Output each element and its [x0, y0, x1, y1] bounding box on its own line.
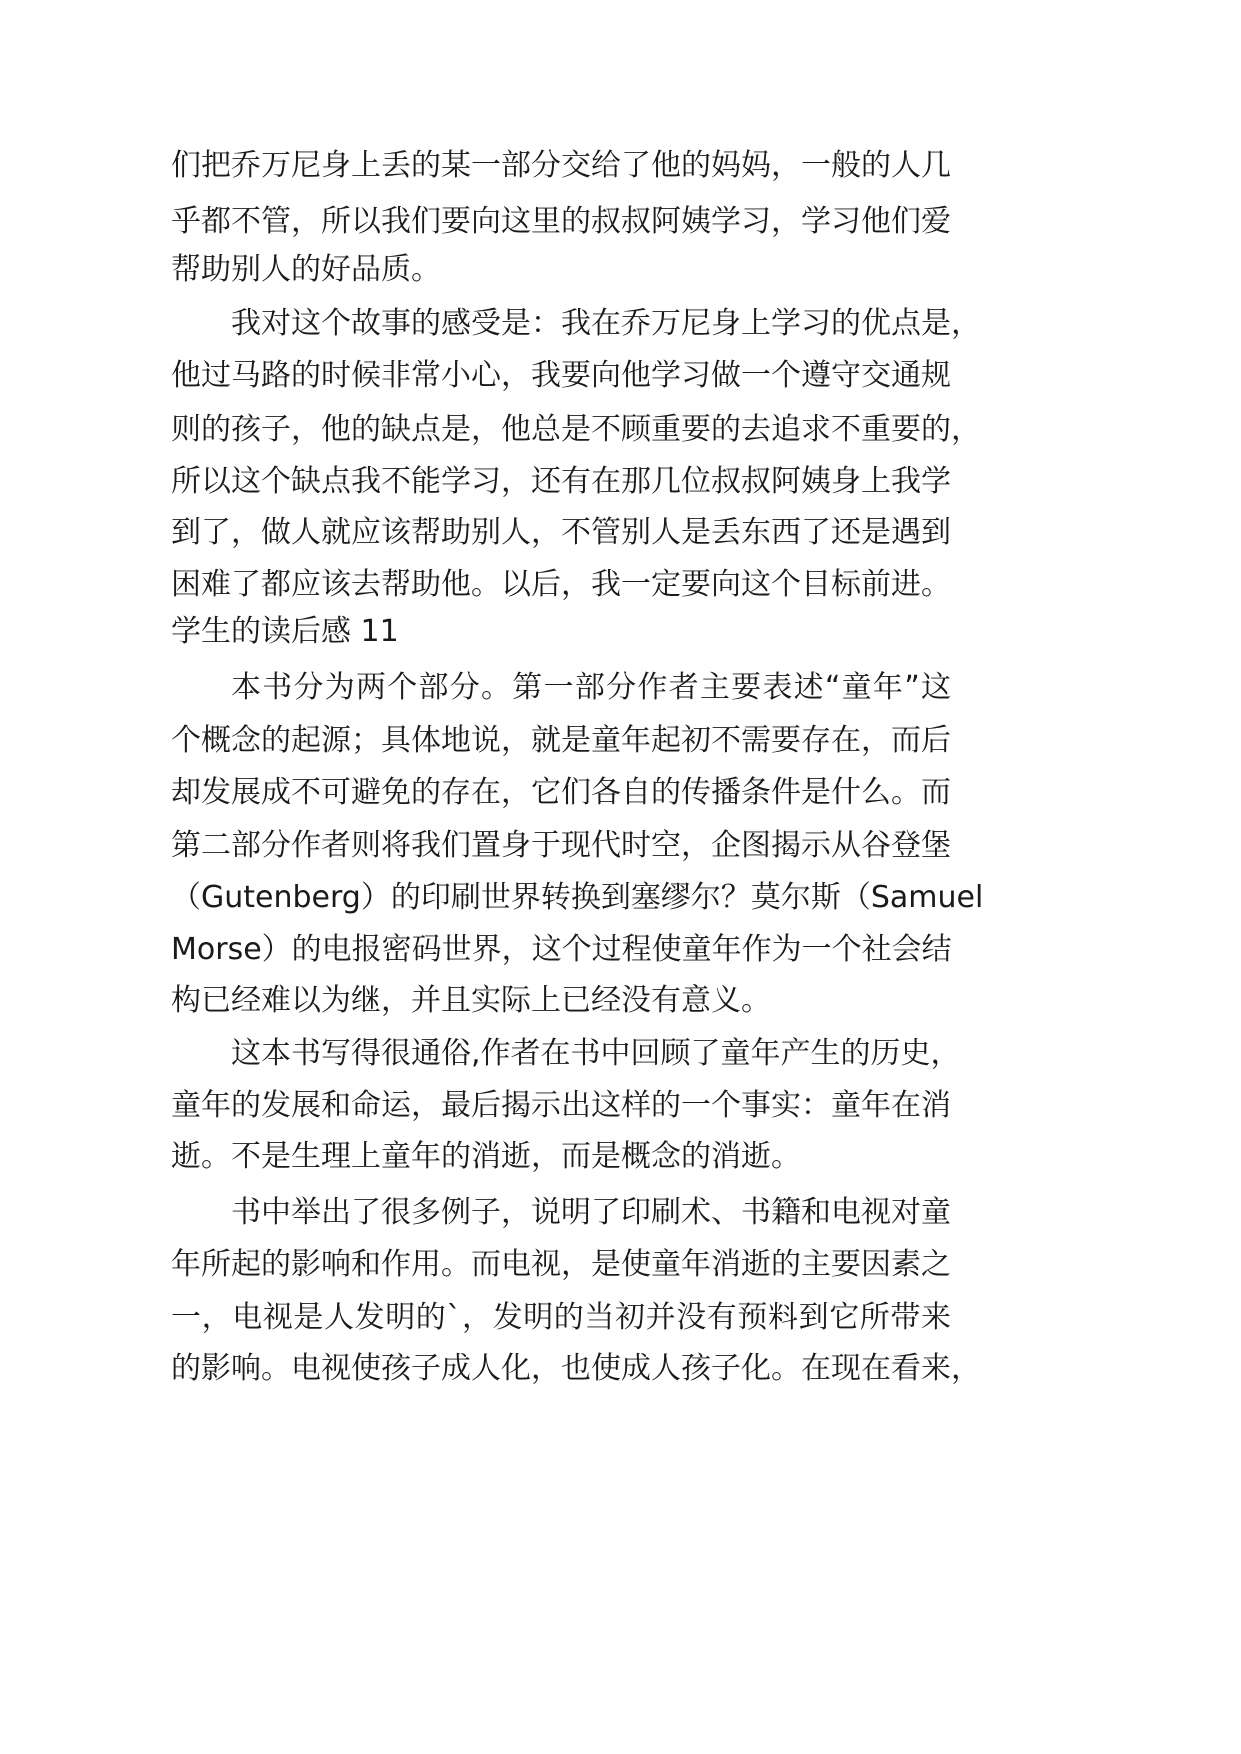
text-line: 年所起的影响和作用。而电视，是使童年消逝的主要因素之: [171, 1247, 951, 1282]
text-line: （Gutenberg）的印刷世界转换到塞缪尔？莫尔斯（Samuel: [171, 880, 984, 915]
text-line: 帮助别人的好品质。: [171, 252, 441, 287]
text-line: 本书分为两个部分。第一部分作者主要表述“童年”这: [231, 670, 951, 705]
text-line: 构已经难以为继，并且实际上已经没有意义。: [171, 983, 771, 1018]
text-line: 第二部分作者则将我们置身于现代时空，企图揭示从谷登堡: [171, 828, 951, 863]
text-line: 童年的发展和命运，最后揭示出这样的一个事实：童年在消: [171, 1088, 951, 1123]
section-heading: 学生的读后感 11: [171, 614, 399, 649]
text-line: 困难了都应该去帮助他。以后，我一定要向这个目标前进。: [171, 567, 951, 602]
text-line: 一，电视是人发明的`，发明的当初并没有预料到它所带来: [171, 1300, 951, 1335]
text-line: 到了，做人就应该帮助别人，不管别人是丢东西了还是遇到: [171, 515, 951, 550]
text-line: 逝。不是生理上童年的消逝，而是概念的消逝。: [171, 1139, 801, 1174]
text-line: 则的孩子，他的缺点是，他总是不顾重要的去追求不重要的，: [171, 412, 981, 447]
text-line: Morse）的电报密码世界，这个过程使童年作为一个社会结: [171, 932, 952, 967]
text-line: 个概念的起源；具体地说，就是童年起初不需要存在，而后: [171, 723, 951, 758]
text-line: 书中举出了很多例子，说明了印刷术、书籍和电视对童: [231, 1195, 951, 1230]
text-line: 们把乔万尼身上丢的某一部分交给了他的妈妈，一般的人几: [171, 148, 951, 183]
text-line: 我对这个故事的感受是：我在乔万尼身上学习的优点是，: [231, 306, 981, 341]
text-line: 的影响。电视使孩子成人化，也使成人孩子化。在现在看来，: [171, 1351, 981, 1386]
text-line: 他过马路的时候非常小心，我要向他学习做一个遵守交通规: [171, 358, 951, 393]
text-line: 所以这个缺点我不能学习，还有在那几位叔叔阿姨身上我学: [171, 464, 951, 499]
text-line: 乎都不管，所以我们要向这里的叔叔阿姨学习，学习他们爱: [171, 204, 951, 239]
text-line: 却发展成不可避免的存在，它们各自的传播条件是什么。而: [171, 775, 951, 810]
text-line: 这本书写得很通俗,作者在书中回顾了童年产生的历史，: [231, 1036, 961, 1071]
